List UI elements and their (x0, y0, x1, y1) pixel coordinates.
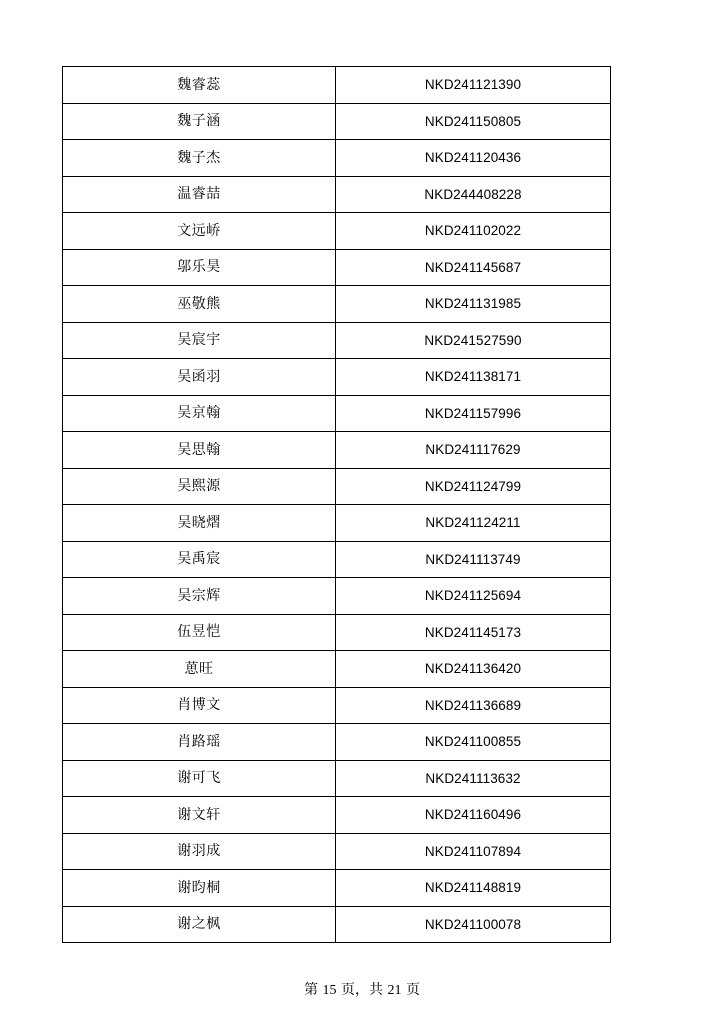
student-id-cell: NKD241527590 (336, 322, 611, 359)
student-name-cell: 谢昀桐 (63, 870, 336, 907)
student-id-cell: NKD241113632 (336, 760, 611, 797)
student-name-cell: 葸旺 (63, 651, 336, 688)
table-row (63, 140, 611, 177)
table-row (63, 833, 611, 870)
table-row (63, 578, 611, 615)
student-id-cell: NKD241124799 (336, 468, 611, 505)
student-id-cell: NKD241160496 (336, 797, 611, 834)
student-id-cell: NKD241148819 (336, 870, 611, 907)
table-row (63, 724, 611, 761)
student-name-cell: 魏子涵 (63, 103, 336, 140)
table-row (63, 870, 611, 907)
student-name-cell: 谢之枫 (63, 906, 336, 943)
student-name-cell: 文远峤 (63, 213, 336, 250)
table-row (63, 286, 611, 323)
table-row (63, 906, 611, 943)
student-id-cell: NKD241136420 (336, 651, 611, 688)
student-name-cell: 吴思翰 (63, 432, 336, 469)
student-name-cell: 吴晓熠 (63, 505, 336, 542)
table-row (63, 176, 611, 213)
student-name-cell: 肖路瑶 (63, 724, 336, 761)
table-row (63, 395, 611, 432)
student-id-cell: NKD241157996 (336, 395, 611, 432)
student-name-cell: 吴函羽 (63, 359, 336, 396)
table-row (63, 687, 611, 724)
student-id-cell: NKD241113749 (336, 541, 611, 578)
student-id-cell: NKD241117629 (336, 432, 611, 469)
student-id-cell: NKD241124211 (336, 505, 611, 542)
table-row (63, 541, 611, 578)
student-id-cell: NKD241138171 (336, 359, 611, 396)
student-name-cell: 吴宸宇 (63, 322, 336, 359)
table-row (63, 322, 611, 359)
table-row (63, 505, 611, 542)
student-name-cell: 巫敬熊 (63, 286, 336, 323)
student-id-cell: NKD241120436 (336, 140, 611, 177)
student-name-cell: 吴宗辉 (63, 578, 336, 615)
student-id-cell: NKD241100855 (336, 724, 611, 761)
table-row (63, 760, 611, 797)
student-id-cell: NKD241136689 (336, 687, 611, 724)
table-row (63, 103, 611, 140)
student-name-cell: 邬乐昊 (63, 249, 336, 286)
student-id-cell: NKD241107894 (336, 833, 611, 870)
roster-table-body (63, 67, 611, 943)
roster-table (62, 66, 611, 943)
page-number-text: 第 15 页，共 21 页 (304, 983, 420, 998)
table-row (63, 249, 611, 286)
student-id-cell: NKD241100078 (336, 906, 611, 943)
table-row (63, 651, 611, 688)
table-row (63, 213, 611, 250)
table-row (63, 468, 611, 505)
student-id-cell: NKD241121390 (336, 67, 611, 104)
table-row (63, 614, 611, 651)
page-footer (0, 979, 724, 999)
student-id-cell: NKD241145173 (336, 614, 611, 651)
student-name-cell: 吴京翰 (63, 395, 336, 432)
student-name-cell: 谢可飞 (63, 760, 336, 797)
roster-table-container (62, 66, 608, 943)
student-name-cell: 肖博文 (63, 687, 336, 724)
table-row (63, 797, 611, 834)
student-name-cell: 魏子杰 (63, 140, 336, 177)
student-name-cell: 魏睿蕊 (63, 67, 336, 104)
student-id-cell: NKD241125694 (336, 578, 611, 615)
student-id-cell: NKD241145687 (336, 249, 611, 286)
student-id-cell: NKD244408228 (336, 176, 611, 213)
table-row (63, 432, 611, 469)
student-name-cell: 谢文轩 (63, 797, 336, 834)
student-id-cell: NKD241131985 (336, 286, 611, 323)
student-name-cell: 温睿喆 (63, 176, 336, 213)
table-row (63, 359, 611, 396)
student-name-cell: 伍昱恺 (63, 614, 336, 651)
student-id-cell: NKD241102022 (336, 213, 611, 250)
student-name-cell: 吴禹宸 (63, 541, 336, 578)
student-id-cell: NKD241150805 (336, 103, 611, 140)
student-name-cell: 谢羽成 (63, 833, 336, 870)
student-name-cell: 吴熙源 (63, 468, 336, 505)
table-row (63, 67, 611, 104)
